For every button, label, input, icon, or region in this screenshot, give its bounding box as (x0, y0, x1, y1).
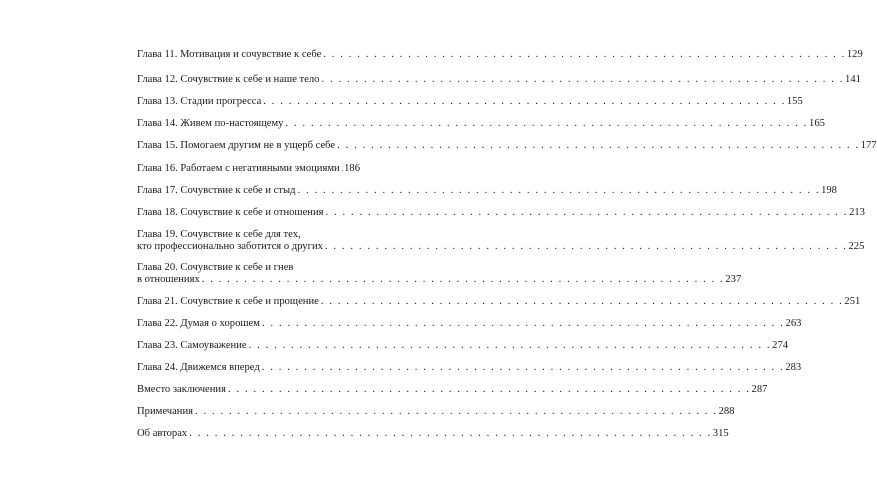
toc-entry (137, 49, 863, 61)
toc-page-number: 315 (712, 428, 729, 439)
toc-leader-dots: . . . . . . . . . . . . . . . . . . . . . . . . . . . . . . . . . . . . . . . . . . . . . . . . . . . . . . . . . . . . . . (227, 384, 751, 395)
toc-entry-title: Глава 11. Мотивация и сочувствие к себе (137, 49, 322, 60)
toc-entry (137, 262, 742, 286)
toc-leader-dots: . . . . . . . . . . . . . . . . . . . . . . . . . . . . . . . . . . . . . . . . . . . . . . . . . . . . . . . . . . . . . . (321, 74, 845, 85)
toc-entry (137, 362, 802, 374)
toc-page-number: 283 (785, 362, 802, 373)
toc-page-number: 237 (725, 274, 742, 285)
toc-entry-line-last (137, 428, 729, 440)
toc-entry-line-last (137, 96, 803, 108)
toc-entry-title: Глава 18. Сочувствие к себе и отношения (137, 207, 324, 218)
toc-page-number: 141 (845, 74, 861, 85)
toc-entry (137, 207, 865, 219)
toc-entry-title: Примечания (137, 406, 193, 417)
toc-page-number: 186 (344, 163, 360, 174)
toc-entry-title: в отношениях (137, 274, 200, 285)
toc-page-number: 251 (844, 296, 861, 307)
toc-entry (137, 96, 803, 108)
toc-leader-dots: . . . . . . . . . . . . . . . . . . . . . . . . . . . . . . . . . . . . . . . . . . . . . . . . . . . . . . . . . . . . . . (195, 406, 718, 417)
toc-entry-title: кто профессионально заботится о других (137, 241, 323, 252)
toc-page-number: 129 (846, 49, 863, 60)
toc-leader-dots: . . . . . . . . . . . . . . . . . . . . . . . . . . . . . . . . . . . . . . . . . . . . . . . . . . . . . . . . . . . . . . (189, 428, 712, 439)
toc-leader-dots: . . . . . . . . . . . . . . . . . . . . . . . . . . . . . . . . . . . . . . . . . . . . . . . . . . . . . . . . . . . . . . (320, 296, 844, 307)
toc-leader-dots: . . . . . . . . . . . . . . . . . . . . . . . . . . . . . . . . . . . . . . . . . . . . . . . . . . . . . . . . . . . . . . (261, 318, 785, 329)
toc-leader-dots: . . . . . . . . . . . . . . . . . . . . . . . . . . . . . . . . . . . . . . . . . . . . . . . . . . . . . . . . . . . . . . (324, 241, 848, 252)
toc-entry-line-last (137, 74, 861, 86)
toc-leader-dots: . . . . . . . . . . . . . . . . . . . . . . . . . . . . . . . . . . . . . . . . . . . . . . . . . . . . . . . . . . . . . . (261, 362, 785, 373)
toc-page-number: 155 (786, 96, 803, 107)
toc-leader-dots: . . . . . . . . . . . . . . . . . . . . . . . . . . . . . . . . . . . . . . . . . . . . . . . . . . . . . . . . . . . . . . (325, 207, 849, 218)
toc-entry-line-last (137, 163, 360, 175)
toc-entry-title: Глава 14. Живем по-настоящему (137, 118, 284, 129)
toc-entry-line-last (137, 49, 863, 61)
toc-leader-dots: . . . . . . . . . . . . . . . . . . . . . . . . . . . . . . . . . . . . . . . . . . . . . . . . . . . . . . . . . . . . . . (337, 140, 860, 151)
toc-leader-dots: . . . . . . . . . . . . . . . . . . . . . . . . . . . . . . . . . . . . . . . . . . . . . . . . . . . . . . . . . . . . . . (248, 340, 772, 351)
toc-entry-title: Глава 12. Сочувствие к себе и наше тело (137, 74, 320, 85)
toc-entry (137, 384, 768, 396)
toc-entry-line-last (137, 296, 861, 308)
toc-entry-title: Вместо заключения (137, 384, 226, 395)
toc-entry-title: Об авторах (137, 428, 188, 439)
toc-entry (137, 428, 729, 440)
toc-entry (137, 318, 802, 330)
toc-entry-line-last (137, 384, 768, 396)
toc-leader-dots: . . . . . . . . . . . . . . . . . . . . . . . . . . . . . . . . . . . . . . . . . . . . . . . . . . . . . . . . . . . . . . (201, 274, 725, 285)
toc-entry-title: Глава 17. Сочувствие к себе и стыд (137, 185, 296, 196)
toc-page-number: 165 (809, 118, 825, 129)
toc-entry-title: Глава 15. Помогаем другим не в ущерб себе (137, 140, 336, 151)
toc-entry-title: Глава 16. Работаем с негативными эмоциями (137, 163, 340, 174)
toc-entry-line-last (137, 362, 802, 374)
toc-page-number: 198 (821, 185, 837, 196)
toc-entry (137, 185, 837, 197)
toc-entry-line (137, 229, 360, 241)
toc-page-number: 274 (772, 340, 789, 351)
toc-leader-dots: . . . . . . . . . . . . . . . . . . . . . . . . . . . . . . . . . . . . . . . . . . . . . . . . . . . . . . . . . . . . . . (323, 49, 846, 60)
toc-entry-title: Глава 23. Самоуважение (137, 340, 247, 351)
toc-entry (137, 163, 360, 175)
toc-entry-line-last (137, 241, 865, 253)
toc-leader-dots: . . . . . . . . . . . . . . . . . . . . . . . . . . . . . . . . . . . . . . . . . . . . . . . . . . . . . . . . . . . . . . (297, 185, 821, 196)
toc-entry-line-last (137, 118, 825, 130)
toc-entry-line-last (137, 406, 735, 418)
toc-page-number: 288 (718, 406, 735, 417)
toc-page-number: 287 (751, 384, 768, 395)
toc-entry-title: Глава 21. Сочувствие к себе и прощение (137, 296, 319, 307)
toc-entry-line-last (137, 274, 742, 286)
toc-leader-dots: . . . . . . . . . . . . . . . . . . . . . . . . . . . . . . . . . . . . . . . . . . . . . . . . . . . . . . . . . . . . . . (285, 118, 809, 129)
toc-page-number: 225 (848, 241, 865, 252)
toc-entry (137, 340, 789, 352)
toc-entry-line-last (137, 207, 865, 219)
toc-entry-line (137, 262, 360, 274)
toc-page-number: 177 (860, 140, 877, 151)
toc-entry-line-last (137, 140, 877, 152)
toc-entry-title: Глава 20. Сочувствие к себе и гнев (137, 262, 294, 273)
toc-entry (137, 140, 877, 152)
toc-entry (137, 118, 825, 130)
toc-entry (137, 296, 861, 308)
toc-entry (137, 406, 735, 418)
toc-entry (137, 229, 865, 253)
toc-entry-line-last (137, 340, 789, 352)
toc-page-number: 213 (849, 207, 865, 218)
toc-entry-title: Глава 24. Движемся вперед (137, 362, 260, 373)
toc-leader-dots (342, 163, 343, 175)
toc-entry-title: Глава 19. Сочувствие к себе для тех, (137, 229, 301, 240)
toc-leader-dots: . . . . . . . . . . . . . . . . . . . . . . . . . . . . . . . . . . . . . . . . . . . . . . . . . . . . . . . . . . . . . . (263, 96, 786, 107)
toc-entry-title: Глава 22. Думая о хорошем (137, 318, 260, 329)
toc-entry-line-last (137, 185, 837, 197)
toc-entry-title: Глава 13. Стадии прогресса (137, 96, 262, 107)
toc-entry (137, 74, 861, 86)
toc-entry-line-last (137, 318, 802, 330)
toc-page-number: 263 (785, 318, 802, 329)
